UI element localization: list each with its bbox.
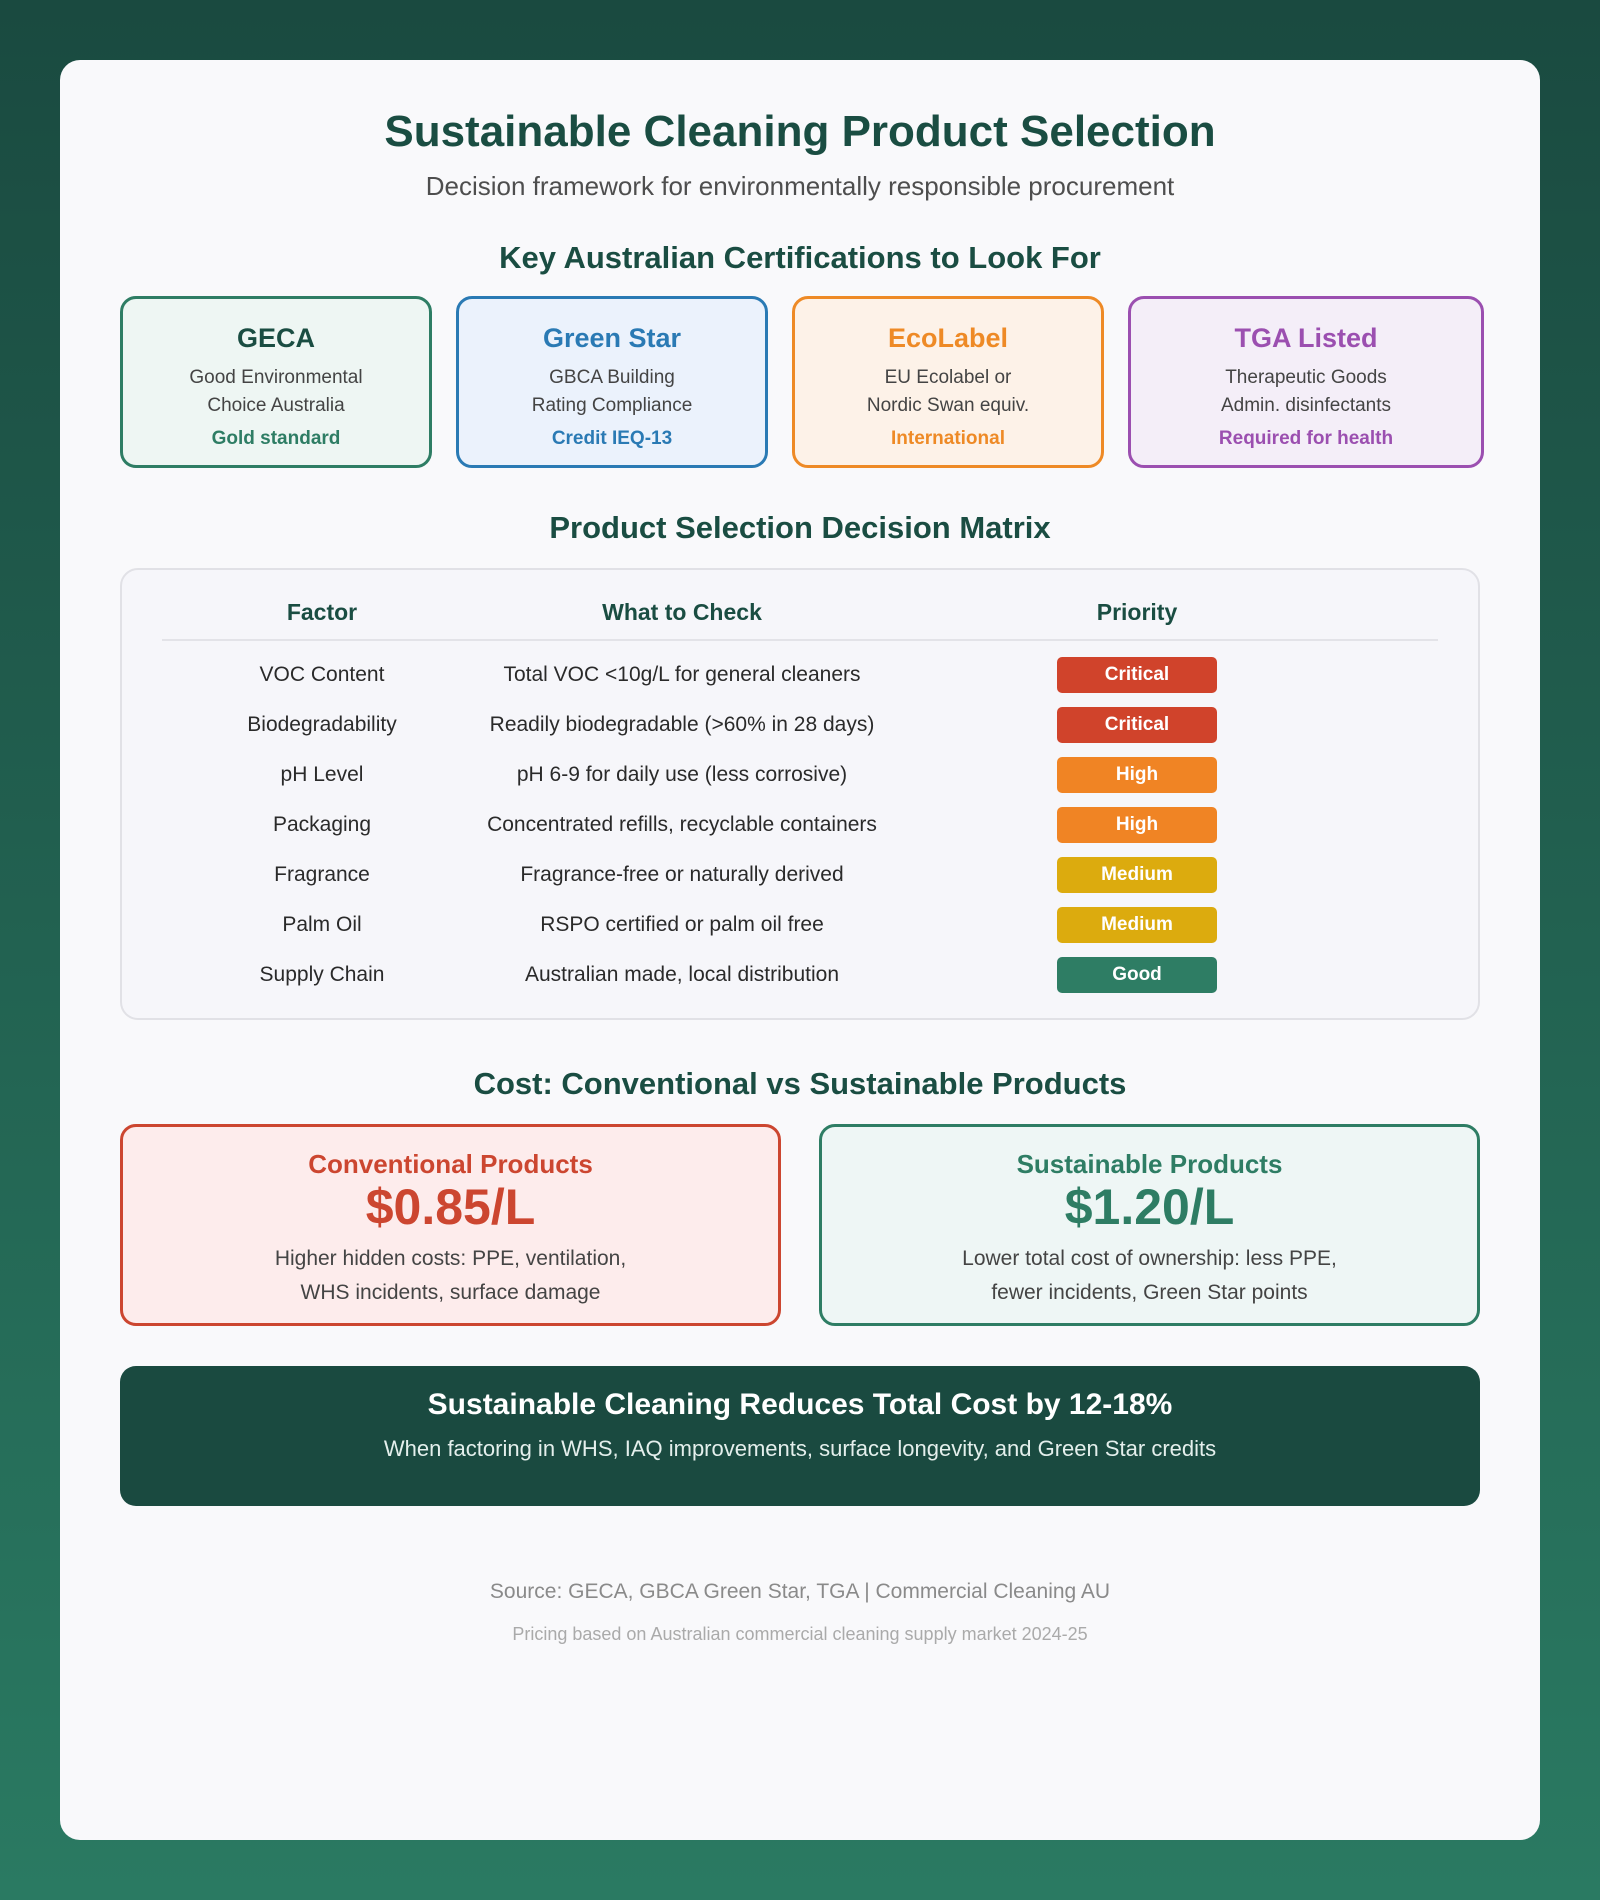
priority-badge: Critical xyxy=(1057,707,1217,743)
priority-cell xyxy=(882,850,1392,900)
spacer-cell xyxy=(1392,750,1438,800)
matrix-heading: Product Selection Decision Matrix xyxy=(549,509,1051,545)
check-cell: RSPO certified or palm oil free xyxy=(540,912,824,936)
cert-desc-line: EU Ecolabel or xyxy=(884,366,1012,388)
cert-name: Green Star xyxy=(542,322,682,353)
cost-description xyxy=(123,1242,778,1310)
factor-cell: Fragrance xyxy=(274,862,370,886)
cost-comparison xyxy=(120,1124,1480,1326)
cert-tag: Credit IEQ-13 xyxy=(551,427,673,449)
decision-table xyxy=(162,586,1438,1000)
cert-name: EcoLabel xyxy=(887,322,1009,353)
spacer-cell xyxy=(1392,700,1438,750)
cost-desc-line: Higher hidden costs: PPE, ventilation, xyxy=(274,1246,627,1270)
cert-desc-line: Choice Australia xyxy=(207,394,345,416)
cert-description xyxy=(1131,364,1481,420)
certifications-row xyxy=(120,296,1480,468)
spacer-cell xyxy=(1392,800,1438,850)
table-row xyxy=(162,800,1438,850)
cert-name: TGA Listed xyxy=(1234,322,1378,353)
header-check: What to Check xyxy=(482,586,882,640)
factor-cell: Supply Chain xyxy=(259,962,385,986)
cert-tag: Required for health xyxy=(1218,427,1394,449)
priority-cell xyxy=(882,800,1392,850)
table-row xyxy=(162,640,1438,700)
spacer-cell xyxy=(1392,640,1438,700)
banner-title: Sustainable Cleaning Reduces Total Cost by 12-18% xyxy=(427,1387,1173,1421)
cost-heading: Cost: Conventional vs Sustainable Products xyxy=(473,1065,1127,1101)
check-cell: Readily biodegradable (>60% in 28 days) xyxy=(489,712,875,736)
factor-cell: pH Level xyxy=(280,762,364,786)
page-title: Sustainable Cleaning Product Selection xyxy=(384,107,1216,156)
table-row xyxy=(162,850,1438,900)
check-cell: Australian made, local distribution xyxy=(525,962,839,986)
priority-badge: Medium xyxy=(1057,857,1217,893)
check-cell: pH 6-9 for daily use (less corrosive) xyxy=(516,762,848,786)
cert-card-geca xyxy=(120,296,432,468)
footer-note: Pricing based on Australian commercial cleaning supply market 2024-25 xyxy=(512,1623,1088,1644)
cert-card-ecolabel xyxy=(792,296,1104,468)
certifications-heading: Key Australian Certifications to Look For xyxy=(499,239,1101,275)
table-row xyxy=(162,900,1438,950)
priority-badge: High xyxy=(1057,757,1217,793)
header-spacer xyxy=(1392,586,1438,640)
spacer-cell xyxy=(1392,950,1438,1000)
priority-badge: Medium xyxy=(1057,907,1217,943)
table-row xyxy=(162,750,1438,800)
conventional-cost-card xyxy=(120,1124,781,1326)
cert-description xyxy=(123,364,429,420)
check-cell: Total VOC <10g/L for general cleaners xyxy=(503,663,861,687)
cert-description xyxy=(459,364,765,420)
cert-desc-line: Admin. disinfectants xyxy=(1220,394,1392,416)
cert-description xyxy=(795,364,1101,420)
priority-cell xyxy=(882,700,1392,750)
header-priority: Priority xyxy=(882,586,1392,640)
factor-cell: Packaging xyxy=(272,812,372,836)
cost-name: Sustainable Products xyxy=(1016,1148,1283,1179)
cert-desc-line: Good Environmental xyxy=(189,366,363,388)
priority-cell xyxy=(882,640,1392,700)
banner-subtitle: When factoring in WHS, IAQ improvements, surface longevity, and Green Star credits xyxy=(383,1435,1217,1461)
cost-desc-line: fewer incidents, Green Star points xyxy=(991,1280,1308,1304)
main-card xyxy=(60,60,1540,1840)
cert-tag: Gold standard xyxy=(211,427,341,449)
footer xyxy=(120,1580,1480,1645)
check-cell: Fragrance-free or naturally derived xyxy=(520,862,844,886)
cert-card-tga xyxy=(1128,296,1484,468)
spacer-cell xyxy=(1392,900,1438,950)
priority-badge: Critical xyxy=(1057,657,1217,693)
factor-cell: Biodegradability xyxy=(247,712,397,736)
cost-name: Conventional Products xyxy=(308,1148,593,1179)
cert-tag: International xyxy=(890,427,1005,449)
priority-cell xyxy=(882,900,1392,950)
cost-price: $1.20/L xyxy=(1064,1178,1235,1235)
priority-badge: Good xyxy=(1057,957,1217,993)
cert-card-green-star xyxy=(456,296,768,468)
cost-desc-line: WHS incidents, surface damage xyxy=(300,1280,601,1304)
cost-desc-line: Lower total cost of ownership: less PPE, xyxy=(962,1246,1337,1270)
header-factor: Factor xyxy=(162,586,482,640)
sustainable-cost-card xyxy=(819,1124,1480,1326)
factor-cell: Palm Oil xyxy=(282,912,362,936)
priority-cell xyxy=(882,750,1392,800)
priority-cell xyxy=(882,950,1392,1000)
cert-name: GECA xyxy=(236,322,315,353)
priority-badge: High xyxy=(1057,807,1217,843)
cost-price: $0.85/L xyxy=(365,1178,536,1235)
decision-matrix xyxy=(120,568,1480,1020)
cert-desc-line: GBCA Building xyxy=(549,366,675,388)
factor-cell: VOC Content xyxy=(259,663,385,687)
cost-description xyxy=(822,1242,1477,1310)
page-subtitle: Decision framework for environmentally responsible procurement xyxy=(425,170,1175,201)
table-row xyxy=(162,700,1438,750)
summary-banner xyxy=(120,1366,1480,1506)
spacer-cell xyxy=(1392,850,1438,900)
check-cell: Concentrated refills, recyclable containers xyxy=(487,812,877,836)
cert-desc-line: Therapeutic Goods xyxy=(1225,366,1387,388)
table-row xyxy=(162,950,1438,1000)
cert-desc-line: Nordic Swan equiv. xyxy=(866,394,1030,416)
footer-source: Source: GECA, GBCA Green Star, TGA | Commercial Cleaning AU xyxy=(489,1579,1111,1603)
cert-desc-line: Rating Compliance xyxy=(531,394,693,416)
table-header-row xyxy=(162,586,1438,640)
